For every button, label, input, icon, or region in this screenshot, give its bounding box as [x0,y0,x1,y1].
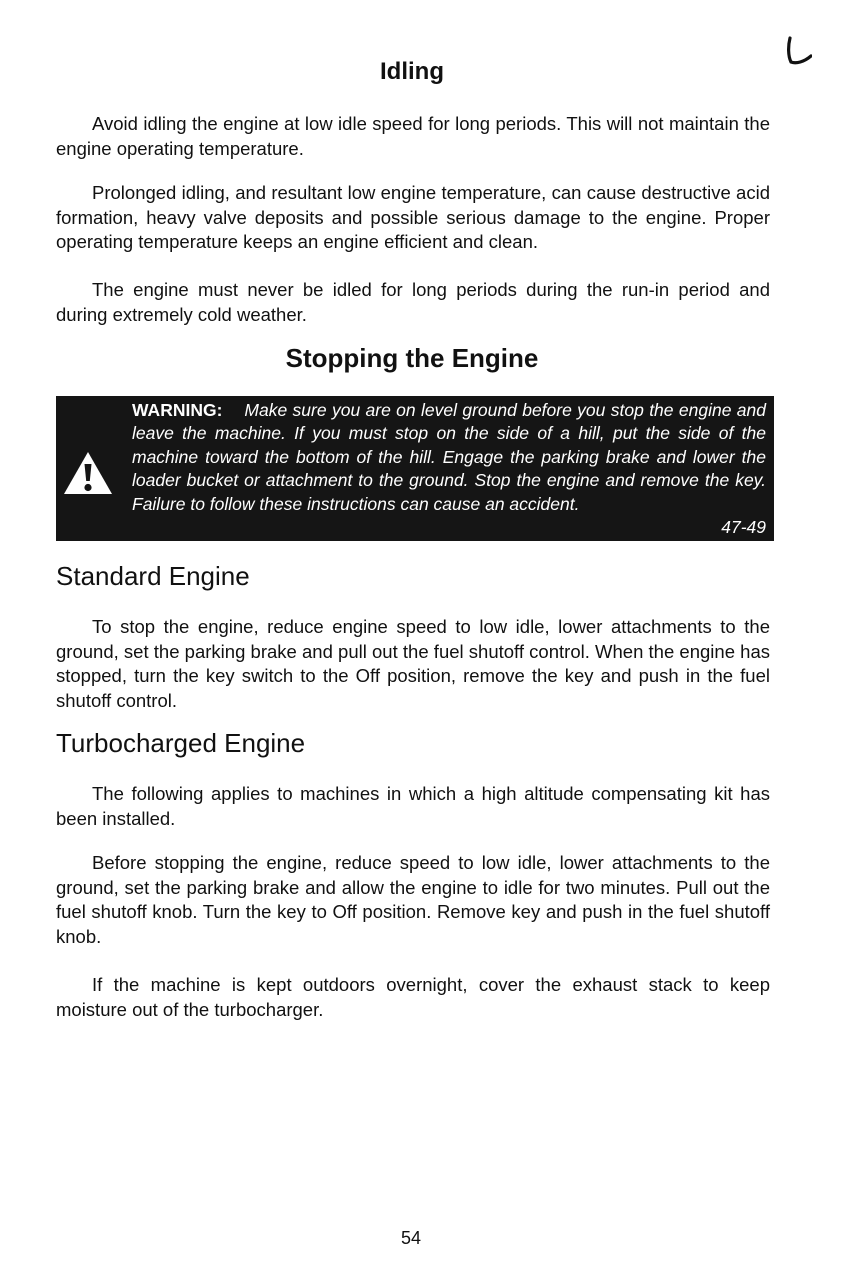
page-number: 54 [400,1228,422,1248]
warning-triangle-icon [62,450,114,496]
warning-text-block [132,399,766,516]
idling-paragraph-3: The engine must never be idled for long periods during the run-in period and during extremely cold weather. [56,279,770,325]
turbocharged-engine-paragraph-3: If the machine is kept outdoors overnight, cover the exhaust stack to keep moisture out of the turbocharger. [56,974,770,1020]
idling-paragraph-1: Avoid idling the engine at low idle speed for long periods. This will not maintain the engine operating temperature. [56,113,770,159]
idling-heading: Idling [380,58,444,85]
turbocharged-engine-paragraph-1: The following applies to machines in which a high altitude compensating kit has been installed. [56,783,770,829]
warning-box [56,396,774,541]
turbocharged-engine-heading: Turbocharged Engine [56,728,306,758]
standard-engine-paragraph-1: To stop the engine, reduce engine speed to low idle, lower attachments to the ground, set the parking brake and pull out the fuel shutoff control. When the engine has stopped, turn the key switch to the Off position, remove the key and push in the fuel shutoff control. [56,616,770,711]
warning-message: Make sure you are on level ground before you stop the engine and leave the machine. If you must stop on the side of a hill, put the side of the machine toward the bottom of the hill. Engage the parking brake and lower the loader bucket or attachment to the ground. Stop the engine and remove the key. Failure to follow these instructions can cause an accident. [132,400,766,514]
turbocharged-engine-paragraph-2: Before stopping the engine, reduce speed to low idle, lower attachments to the ground, set the parking brake and allow the engine to idle for two minutes. Pull out the fuel shutoff knob. Turn the key to Off position. Remove key and push in the fuel shutoff knob. [56,852,770,947]
idling-paragraph-2: Prolonged idling, and resultant low engine temperature, can cause destructive acid formation, heavy valve deposits and possible serious damage to the engine. Proper operating temperature keeps an engine efficient and clean. [56,182,770,252]
standard-engine-heading: Standard Engine [56,561,250,591]
warning-code: 47-49 [721,517,766,537]
warning-label: WARNING: [132,400,223,420]
stopping-engine-heading: Stopping the Engine [285,343,539,373]
